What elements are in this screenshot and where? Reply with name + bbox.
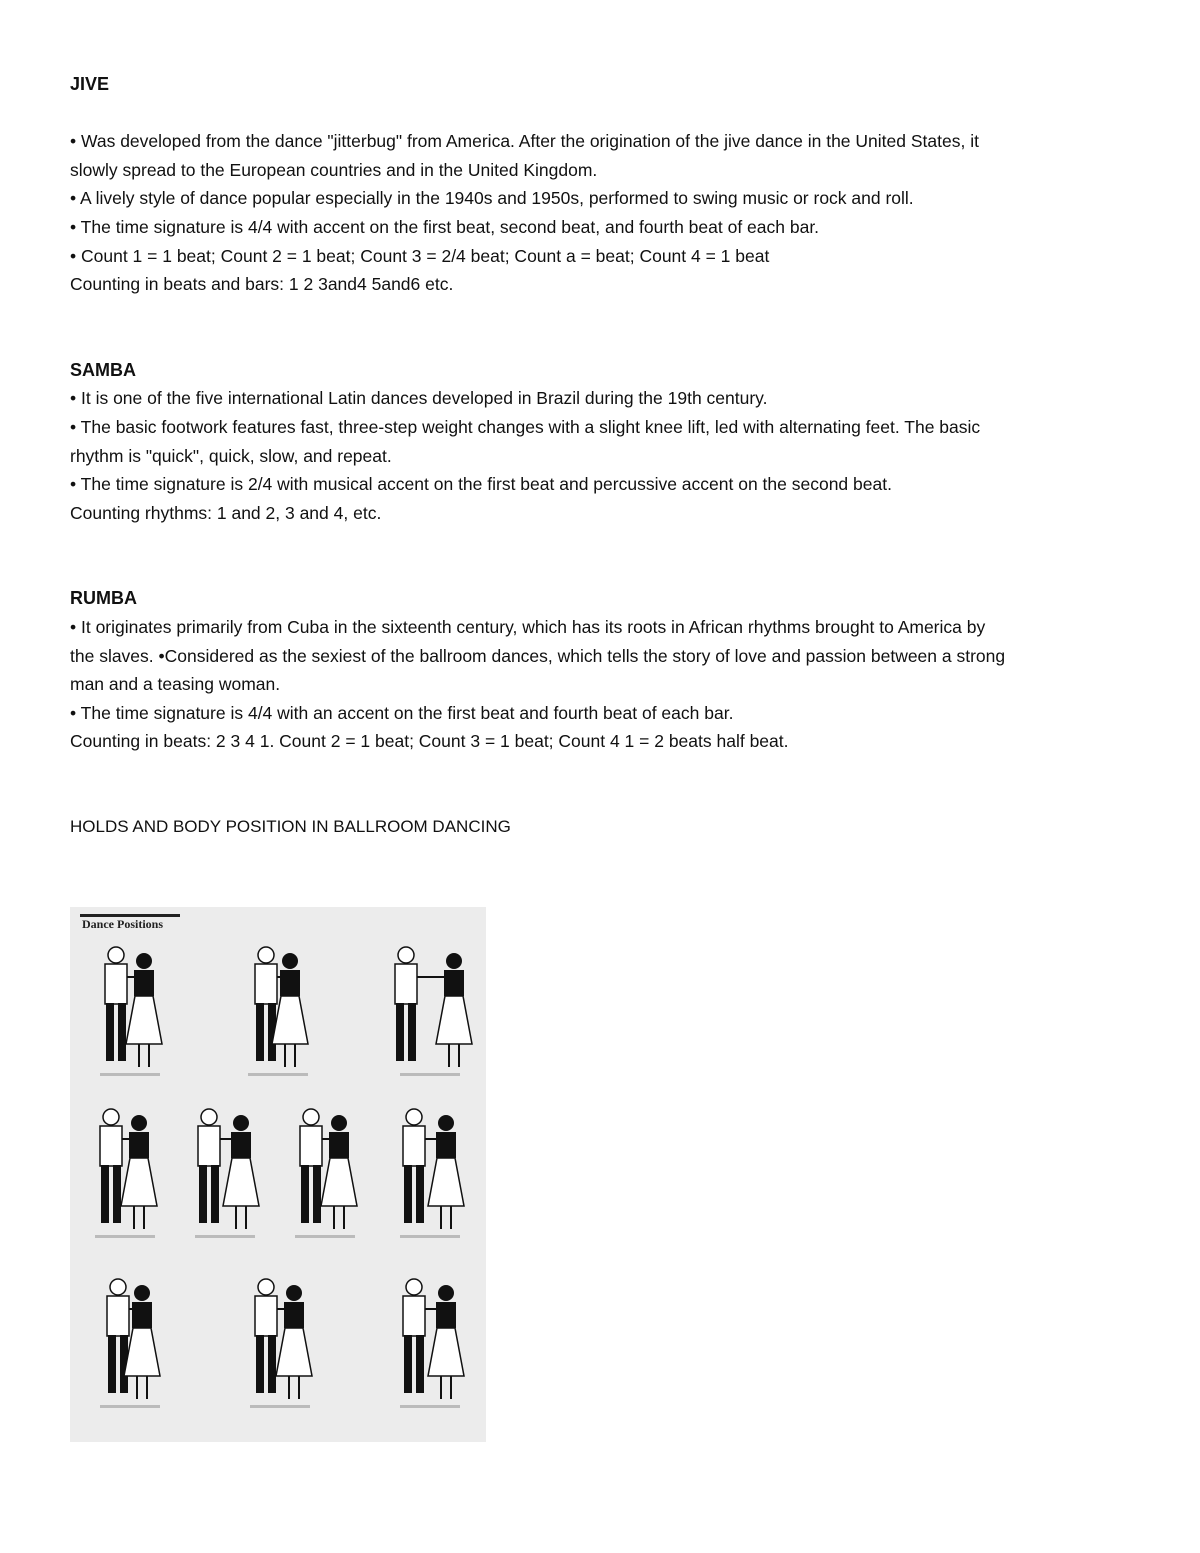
- caption-mark: [195, 1235, 255, 1238]
- document-page: [70, 70, 1130, 841]
- man-shirt: [255, 1296, 277, 1336]
- man-head: [406, 1109, 422, 1125]
- caption-mark: [248, 1073, 308, 1076]
- jive-line: Counting in beats and bars: 1 2 3and4 5and6 etc.: [70, 274, 454, 295]
- rumba-line: • It originates primarily from Cuba in the sixteenth century, which has its roots in African rhythms brought to America by: [70, 616, 986, 637]
- woman-skirt: [436, 996, 472, 1044]
- man-leg: [301, 1165, 309, 1223]
- holds-heading: HOLDS AND BODY POSITION IN BALLROOM DANCING: [70, 816, 511, 836]
- man-shirt: [300, 1126, 322, 1166]
- samba-line: rhythm is "quick", quick, slow, and repeat.: [70, 445, 392, 466]
- woman-head: [134, 1285, 150, 1301]
- man-leg: [404, 1335, 412, 1393]
- samba-line: • The time signature is 2/4 with musical accent on the first beat and percussive accent on the second beat.: [70, 474, 892, 495]
- woman-blouse: [231, 1132, 251, 1158]
- man-leg: [404, 1165, 412, 1223]
- man-shirt: [105, 964, 127, 1004]
- jive-body: [70, 127, 1130, 299]
- dance-couple: [400, 1109, 464, 1238]
- man-leg: [118, 1003, 126, 1061]
- dance-couple: [250, 1279, 312, 1408]
- caption-mark: [400, 1405, 460, 1408]
- man-shirt: [107, 1296, 129, 1336]
- rumba-line: the slaves. •Considered as the sexiest of the ballroom dances, which tells the story of love and passion between a strong: [70, 645, 1006, 666]
- jive-line: • A lively style of dance popular especially in the 1940s and 1950s, performed to swing music or rock and roll.: [70, 188, 914, 209]
- rumba-line: • The time signature is 4/4 with an accent on the first beat and fourth beat of each bar.: [70, 702, 734, 723]
- samba-line: • It is one of the five international Latin dances developed in Brazil during the 19th century.: [70, 388, 768, 409]
- woman-head: [233, 1115, 249, 1131]
- woman-blouse: [329, 1132, 349, 1158]
- woman-blouse: [436, 1302, 456, 1328]
- woman-blouse: [436, 1132, 456, 1158]
- caption-mark: [400, 1235, 460, 1238]
- jive-line: • Count 1 = 1 beat; Count 2 = 1 beat; Count 3 = 2/4 beat; Count a = beat; Count 4 = 1 beat: [70, 245, 770, 266]
- man-leg: [408, 1003, 416, 1061]
- woman-blouse: [129, 1132, 149, 1158]
- woman-blouse: [132, 1302, 152, 1328]
- man-leg: [416, 1335, 424, 1393]
- woman-head: [438, 1115, 454, 1131]
- man-leg: [396, 1003, 404, 1061]
- man-leg: [256, 1003, 264, 1061]
- man-leg: [313, 1165, 321, 1223]
- man-leg: [268, 1335, 276, 1393]
- woman-blouse: [284, 1302, 304, 1328]
- samba-line: Counting rhythms: 1 and 2, 3 and 4, etc.: [70, 502, 382, 523]
- man-leg: [106, 1003, 114, 1061]
- man-leg: [256, 1335, 264, 1393]
- woman-skirt: [321, 1158, 357, 1206]
- man-shirt: [403, 1126, 425, 1166]
- man-head: [103, 1109, 119, 1125]
- dance-couple: [100, 1279, 160, 1408]
- man-shirt: [100, 1126, 122, 1166]
- man-head: [258, 947, 274, 963]
- jive-line: • The time signature is 4/4 with accent on the first beat, second beat, and fourth beat of each bar.: [70, 216, 820, 237]
- woman-skirt: [223, 1158, 259, 1206]
- jive-line: • Was developed from the dance "jitterbug" from America. After the origination of the jive dance in the United States, it: [70, 131, 979, 152]
- dance-positions-figure: [70, 907, 486, 1442]
- woman-head: [282, 953, 298, 969]
- samba-heading: SAMBA: [70, 359, 136, 380]
- man-shirt: [403, 1296, 425, 1336]
- woman-head: [446, 953, 462, 969]
- man-head: [201, 1109, 217, 1125]
- woman-skirt: [428, 1158, 464, 1206]
- woman-head: [136, 953, 152, 969]
- man-shirt: [255, 964, 277, 1004]
- woman-skirt: [126, 996, 162, 1044]
- caption-mark: [400, 1073, 460, 1076]
- dance-couple: [95, 1109, 157, 1238]
- samba-body: [70, 384, 1130, 527]
- man-leg: [108, 1335, 116, 1393]
- man-leg: [101, 1165, 109, 1223]
- jive-heading: JIVE: [70, 74, 110, 94]
- woman-blouse: [444, 970, 464, 996]
- man-head: [398, 947, 414, 963]
- man-head: [406, 1279, 422, 1295]
- dance-couple: [100, 947, 162, 1076]
- rumba-heading: RUMBA: [70, 588, 137, 609]
- caption-mark: [95, 1235, 155, 1238]
- man-shirt: [198, 1126, 220, 1166]
- woman-blouse: [280, 970, 300, 996]
- woman-skirt: [276, 1328, 312, 1376]
- caption-mark: [100, 1405, 160, 1408]
- man-leg: [211, 1165, 219, 1223]
- dance-couple: [295, 1109, 357, 1238]
- caption-mark: [100, 1073, 160, 1076]
- man-shirt: [395, 964, 417, 1004]
- jive-line: slowly spread to the European countries and in the United Kingdom.: [70, 159, 598, 180]
- woman-skirt: [121, 1158, 157, 1206]
- woman-blouse: [134, 970, 154, 996]
- woman-skirt: [428, 1328, 464, 1376]
- rumba-line: Counting in beats: 2 3 4 1. Count 2 = 1 beat; Count 3 = 1 beat; Count 4 1 = 2 beats half beat.: [70, 731, 789, 752]
- rumba-line: man and a teasing woman.: [70, 674, 281, 695]
- dance-couple: [400, 1279, 464, 1408]
- woman-head: [131, 1115, 147, 1131]
- caption-mark: [250, 1405, 310, 1408]
- dance-couple: [195, 1109, 259, 1238]
- rumba-body: [70, 613, 1130, 756]
- caption-mark: [295, 1235, 355, 1238]
- dance-couple: [395, 947, 472, 1076]
- man-head: [110, 1279, 126, 1295]
- figure-title: Dance Positions: [82, 917, 163, 931]
- man-leg: [416, 1165, 424, 1223]
- woman-head: [286, 1285, 302, 1301]
- samba-line: • The basic footwork features fast, three-step weight changes with a slight knee lift, led with alternating feet. The basic: [70, 416, 981, 437]
- dance-couple: [248, 947, 308, 1076]
- man-leg: [113, 1165, 121, 1223]
- woman-head: [438, 1285, 454, 1301]
- man-leg: [199, 1165, 207, 1223]
- woman-head: [331, 1115, 347, 1131]
- man-head: [108, 947, 124, 963]
- dance-positions-illustration: [70, 907, 486, 1442]
- man-head: [258, 1279, 274, 1295]
- man-head: [303, 1109, 319, 1125]
